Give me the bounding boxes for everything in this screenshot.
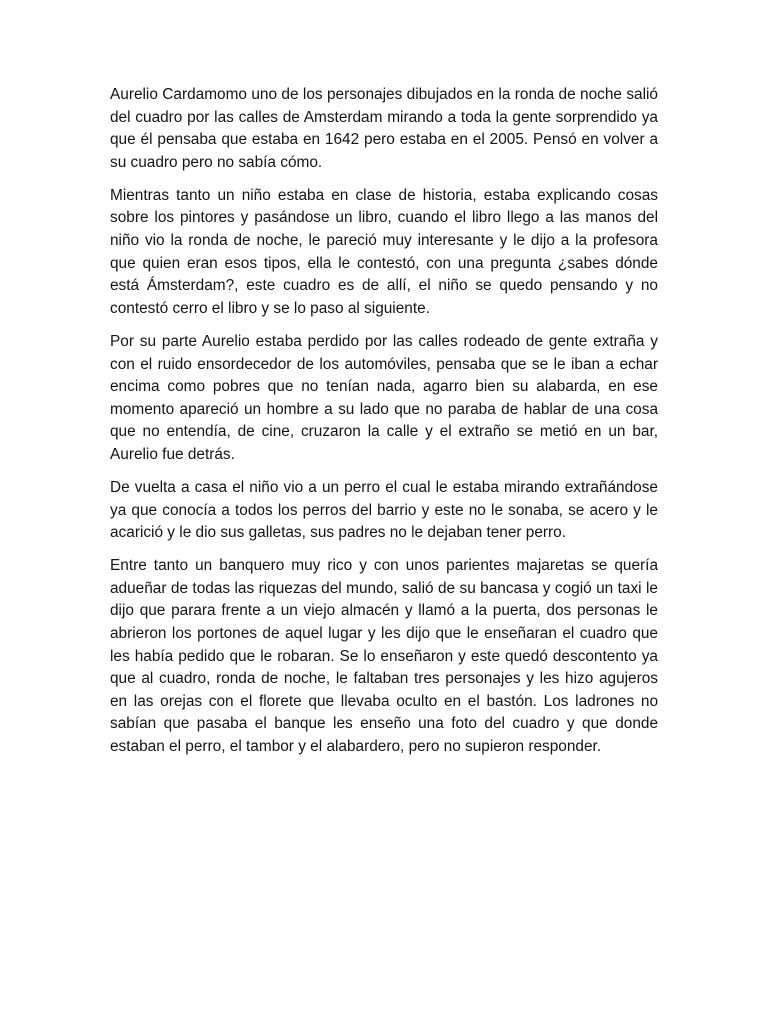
paragraph-2: Mientras tanto un niño estaba en clase de historia, estaba explicando cosas sobre los pintores y pasándose un libro, cuando el libro llego a las manos del niño vio la ronda de noche, le pareció muy interesante y le dijo a la profesora que quien eran esos tipos, ella le contestó, con una pregunta ¿sabes dónde está Ámsterdam?, este cuadro es de allí, el niño se quedo pensando y no contestó cerro el libro y se lo paso al siguiente. [110, 186, 658, 317]
paragraph-5: Entre tanto un banquero muy rico y con unos parientes majaretas se quería adueñar de todas las riquezas del mundo, salió de su bancasa y cogió un taxi le dijo que parara frente a un viejo almacén y llamó a la puerta, dos personas le abrieron los portones de aquel lugar y les dijo que le enseñaran el cuadro que les había pedido que le robaran. Se lo enseñaron y este quedó descontento ya que al cuadro, ronda de noche, le faltaban tres personajes y les hizo agujeros en las orejas con el florete que llevaba oculto en el bastón. Los ladrones no sabían que pasaba el banque les enseño una foto del cuadro y que donde estaban el perro, el tambor y el alabardero, pero no supieron responder. [110, 557, 658, 756]
document-page [110, 84, 658, 769]
paragraph-4: De vuelta a casa el niño vio a un perro el cual le estaba mirando extrañándose ya que conocía a todos los perros del barrio y este no le sonaba, se acero y le acarició y le dio sus galletas, sus padres no le dejaban tener perro. [110, 479, 658, 542]
paragraph-3: Por su parte Aurelio estaba perdido por las calles rodeado de gente extraña y con el ruido ensordecedor de los automóviles, pensaba que se le iban a echar encima como pobres que no tenían nada, agarro bien su alabarda, en ese momento apareció un hombre a su lado que no paraba de hablar de una cosa que no entendía, de cine, cruzaron la calle y el extraño se metió en un bar, Aurelio fue detrás. [110, 332, 658, 463]
paragraph-1: Aurelio Cardamomo uno de los personajes dibujados en la ronda de noche salió del cuadro por las calles de Amsterdam mirando a toda la gente sorprendido ya que él pensaba que estaba en 1642 pero estaba en el 2005. Pensó en volver a su cuadro pero no sabía cómo. [110, 86, 658, 171]
